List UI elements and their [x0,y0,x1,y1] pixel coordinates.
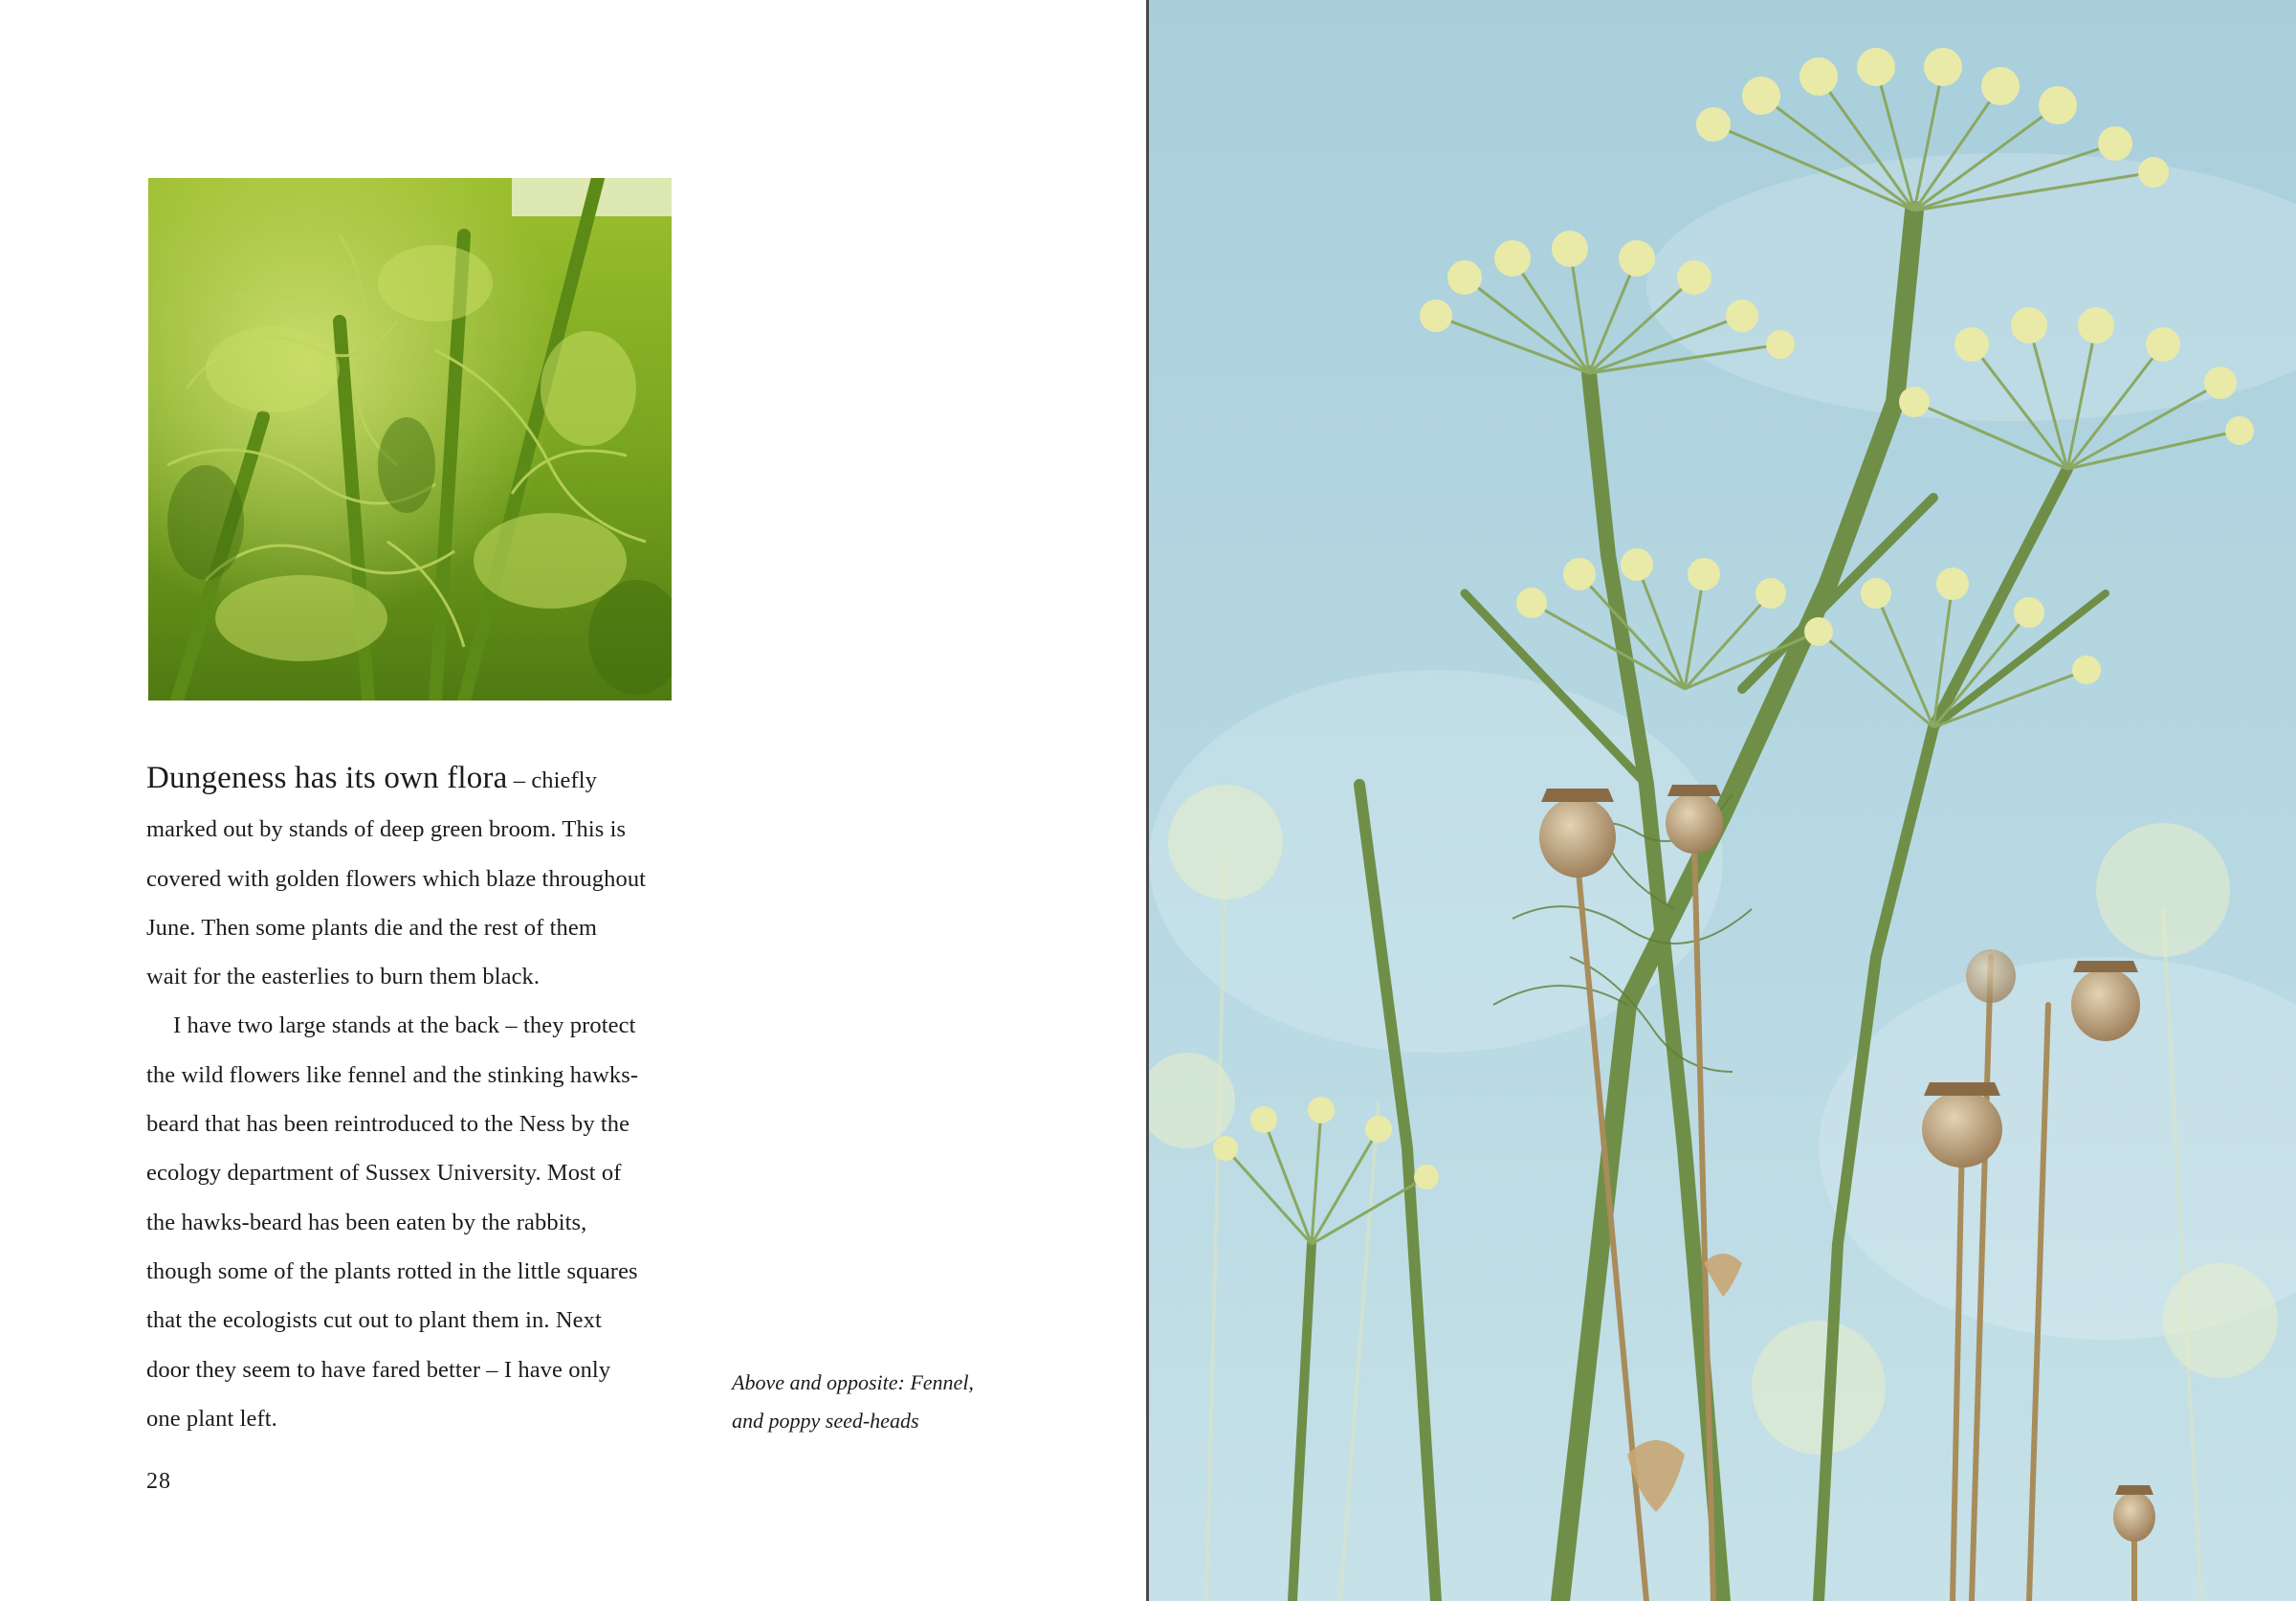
body-line: the wild flowers like fennel and the stinking hawks- [146,1061,639,1088]
paragraph-1 [146,754,720,1001]
lead-in-text: Dungeness has its own flora [146,761,508,795]
fennel-foliage-photo [148,178,672,700]
left-page [0,0,1146,1601]
paragraph-2 [146,1001,720,1443]
photo-caption [732,1364,1019,1440]
body-line: I have two large stands at the back – they protect [173,1012,636,1039]
body-line: that the ecologists cut out to plant them in. Next [146,1307,602,1334]
body-line: ecology department of Sussex University. Most of [146,1160,622,1187]
body-line: marked out by stands of deep green broom. This is [146,816,627,843]
caption-line: Above and opposite: Fennel, [732,1370,974,1394]
fennel-umbels-and-poppy-seed-heads-photo [1149,0,2296,1601]
body-line: June. Then some plants die and the rest of them [146,914,598,941]
body-line: covered with golden flowers which blaze throughout [146,865,647,892]
body-line: the hawks-beard has been eaten by the rabbits, [146,1209,587,1235]
body-line: door they seem to have fared better – I have only [146,1356,611,1383]
body-line: one plant left. [146,1405,277,1432]
body-line: – chiefly [507,767,598,793]
caption-line: and poppy seed-heads [732,1409,919,1433]
body-line: though some of the plants rotted in the little squares [146,1257,638,1284]
body-line: wait for the easterlies to burn them black. [146,964,541,990]
body-text [146,754,720,1443]
page-number: 28 [146,1469,171,1494]
body-line: beard that has been reintroduced to the Ness by the [146,1111,630,1138]
